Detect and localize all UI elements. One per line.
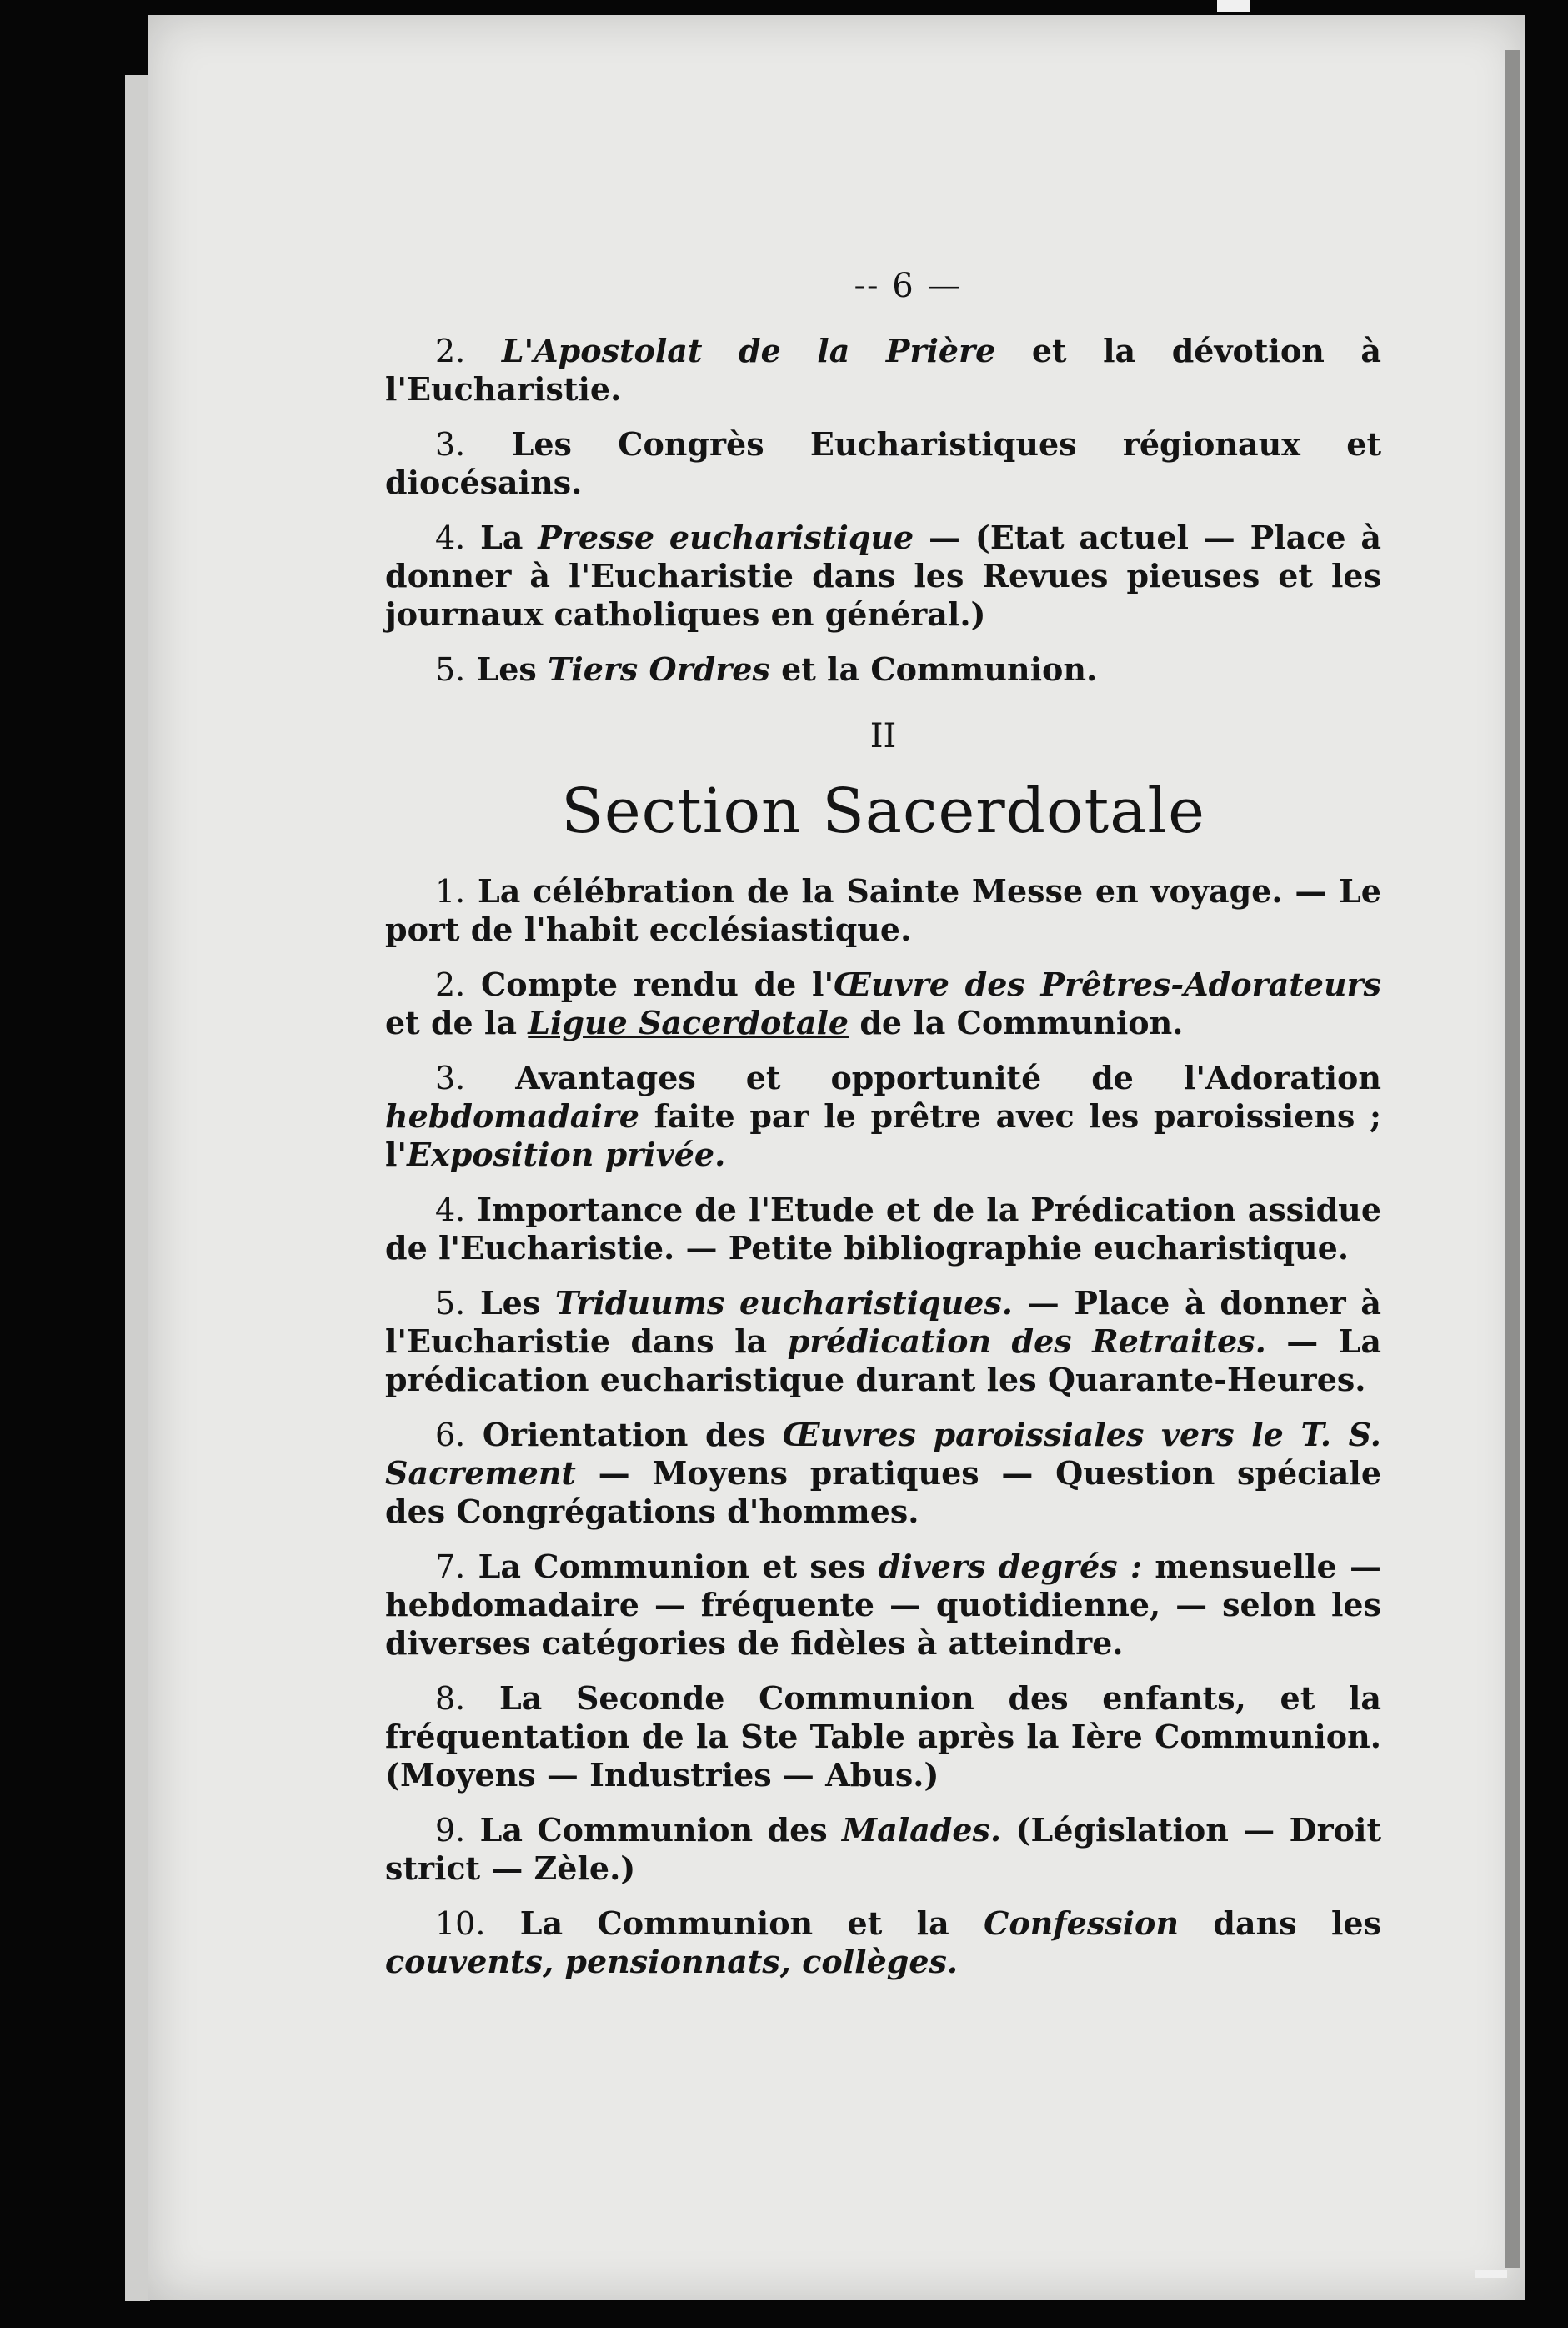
item-text: Compte rendu de l' [465,966,834,1003]
item-list-part1 [385,332,1381,689]
item-text: Importance de l'Etude et de la Prédication assidue de l'Eucharistie. — Petite bibliographie eucharistique. [385,1191,1381,1267]
item-text: faite par le prêtre avec les paroissiens ; l' [385,1097,1381,1173]
item-text: Orientation des [465,1416,783,1453]
item-number: 2. [435,966,466,1003]
item-number: 4. [435,1192,466,1228]
item-number: 1. [435,873,466,910]
item-text: La Communion et ses [465,1548,879,1585]
item-text-italic: Œuvres paroissiales vers le T. S. Sacrement [385,1416,1382,1492]
item-number: 3. [435,1060,466,1096]
item-text [465,332,502,369]
item-text: La [465,519,539,556]
item-text: Avantages et opportunité de l'Adoration [465,1059,1381,1096]
item-text: Les Congrès Eucharistiques régionaux et diocésains. [385,425,1381,501]
item-number: 7. [435,1548,466,1585]
page-number: -- 6 — [854,267,963,305]
item-text-italic: hebdomadaire [385,1097,639,1135]
list-item [385,1811,1381,1888]
item-number: 2. [435,333,466,369]
item-text: — La prédication eucharistique durant les Quarante-Heures. [385,1322,1381,1398]
item-text: et la dévotion à l'Eucharistie. [385,332,1381,408]
page-left-edge [125,75,150,2301]
list-item [385,1904,1381,1981]
item-number: 4. [435,519,466,556]
item-text: La Seconde Communion des enfants, et la fréquentation de la Ste Table après la Ière Communion. (Moyens — Industries — Abus.) [385,1679,1381,1794]
list-item [385,1548,1381,1663]
list-item [385,332,1381,409]
item-text: mensuelle — hebdomadaire — fréquente — quotidienne, — selon les diverses catégories de fidèles à atteindre. [385,1548,1381,1662]
item-text-italic: divers degrés : [878,1548,1143,1585]
list-item [385,1284,1381,1399]
list-item [385,966,1381,1042]
item-text-italic: Œuvre des Prêtres-Adorateurs [834,966,1381,1003]
item-text: (Législation — Droit strict — Zèle.) [385,1811,1381,1887]
item-text-italic: Triduums eucharistiques. [554,1284,1014,1322]
item-text-italic: prédication des Retraites. [787,1322,1266,1360]
section-numeral: II [869,717,897,755]
item-text-italic: Tiers Ordres [548,650,770,688]
list-item [385,1416,1381,1531]
item-text-italic: Confession [984,1904,1180,1942]
item-text-italic: couvents, pensionnats, collèges. [385,1943,959,1980]
item-text: Les [465,1284,555,1322]
item-text-italic: Presse eucharistique [538,519,914,556]
item-text-italic: Malades. [842,1811,1002,1849]
scan-speck [1217,0,1250,12]
item-number: 3. [435,426,466,463]
scan-speck [1475,2270,1507,2278]
item-text-italic: Exposition privée. [407,1136,726,1173]
list-item [385,425,1381,502]
item-text-italic: Ligue Sacerdotale [528,1004,849,1041]
item-text: Les [465,650,549,688]
item-text: et de la [385,1004,529,1041]
item-number: 5. [435,651,466,688]
list-item [385,1191,1381,1267]
page-right-fold [1505,50,1520,2268]
list-item [385,872,1381,949]
item-text: — Moyens pratiques — Question spéciale des Congrégations d'hommes. [385,1454,1381,1530]
item-text: de la Communion. [849,1004,1184,1041]
item-number: 9. [435,1812,466,1849]
item-text: et la Communion. [769,650,1098,688]
item-text: — Place à donner à l'Eucharistie dans la [385,1284,1381,1360]
text-block [385,267,1381,1998]
list-item [385,519,1381,634]
item-text: La Communion des [465,1811,843,1849]
item-text-italic: L'Apostolat de la Prière [501,332,996,369]
item-number: 10. [435,1905,486,1942]
item-text: — (Etat actuel — Place à donner à l'Eucharistie dans les Revues pieuses et les journaux catholiques en général.) [385,519,1381,633]
item-list-section [385,872,1381,1981]
section-title: Section Sacerdotale [561,775,1205,847]
item-number: 6. [435,1417,466,1453]
item-number: 8. [435,1680,466,1717]
item-number: 5. [435,1285,466,1322]
item-text: La Communion et la [485,1904,984,1942]
list-item [385,1059,1381,1174]
item-text: dans les [1179,1904,1381,1942]
item-text: La célébration de la Sainte Messe en voyage. — Le port de l'habit ecclésiastique. [385,872,1381,948]
list-item [385,650,1381,689]
list-item [385,1679,1381,1794]
